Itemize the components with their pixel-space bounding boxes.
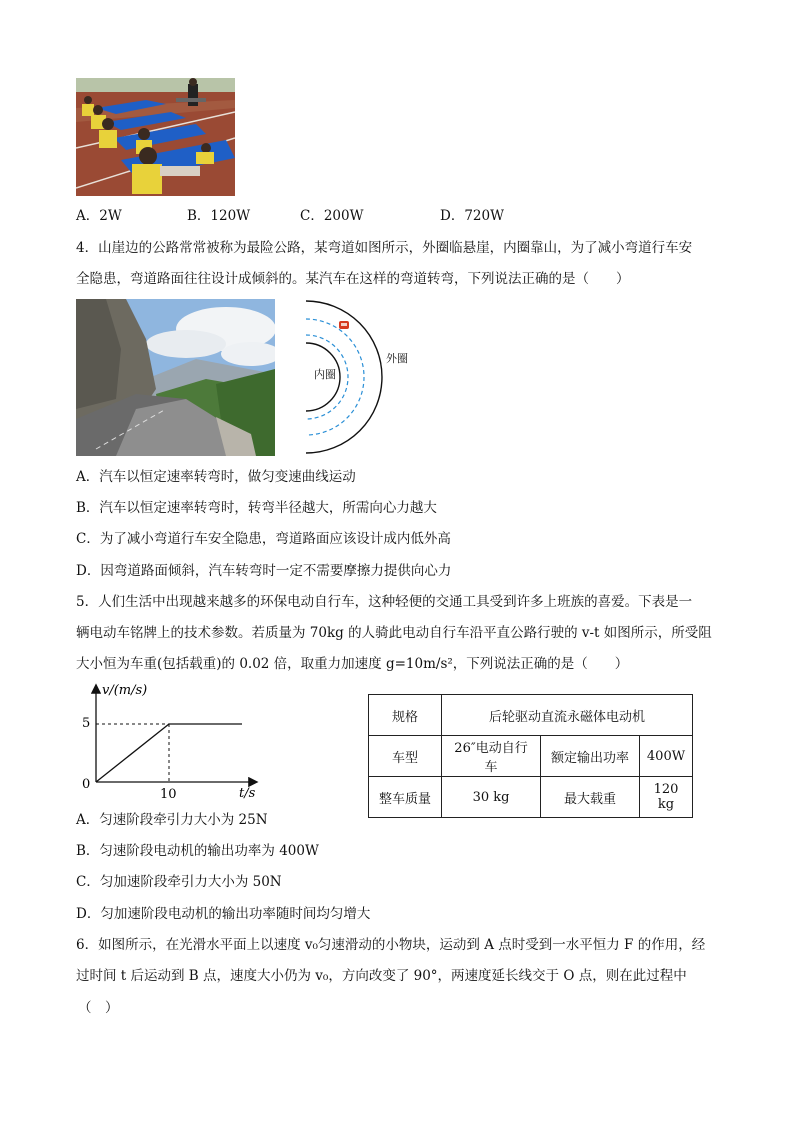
q4-option-b: B．汽车以恒定速率转弯时，转弯半径越大，所需向心力越大 xyxy=(76,500,437,516)
table-cell: 120 kg xyxy=(640,777,693,818)
q5-option-a: A．匀速阶段牵引力大小为 25N xyxy=(76,812,268,828)
x-axis-label: t/s xyxy=(239,786,256,801)
table-cell: 30 kg xyxy=(442,777,541,818)
q4-option-a: A．汽车以恒定速率转弯时，做匀变速曲线运动 xyxy=(76,469,356,485)
q4-option-d: D．因弯道路面倾斜，汽车转弯时一定不需要摩擦力提供向心力 xyxy=(76,563,452,579)
q5-stem-line3: 大小恒为车重(包括载重)的 0.02 倍，取重力加速度 g=10m/s²，下列说法正确的是（ ） xyxy=(76,656,629,672)
outer-circle-label: 外圈 xyxy=(386,352,408,365)
q5-option-d: D．匀加速阶段电动机的输出功率随时间均匀增大 xyxy=(76,906,371,922)
spec-table xyxy=(368,694,693,818)
car-icon xyxy=(339,321,349,329)
y-tick-label: 5 xyxy=(82,716,91,731)
vt-graph xyxy=(76,680,266,802)
q4-stem-line2: 全隐患，弯道路面往往设计成倾斜的。某汽车在这样的弯道转弯，下列说法正确的是（ ） xyxy=(76,271,630,287)
q5-stem-line1: 5．人们生活中出现越来越多的环保电动自行车，这种轻便的交通工具受到许多上班族的喜爱。下表是一 xyxy=(76,594,693,610)
q5-stem-line2: 辆电动车铭牌上的技术参数。若质量为 70kg 的人骑此电动自行车沿平直公路行驶的 v-t 如图所示，所受阻 xyxy=(76,625,712,641)
q4-option-c: C．为了减小弯道行车安全隐患，弯道路面应该设计成内低外高 xyxy=(76,531,451,547)
table-cell: 整车质量 xyxy=(369,777,442,818)
q5-option-b: B．匀速阶段电动机的输出功率为 400W xyxy=(76,843,319,859)
table-row xyxy=(369,736,693,777)
table-cell: 额定输出功率 xyxy=(541,736,640,777)
inner-circle-label: 内圈 xyxy=(314,368,336,381)
q3-option-b: B．120W xyxy=(187,208,251,224)
table-cell: 最大载重 xyxy=(541,777,640,818)
table-cell: 400W xyxy=(640,736,693,777)
table-row xyxy=(369,695,693,736)
y-axis-label: v/(m/s) xyxy=(102,683,148,698)
q6-stem-line1: 6．如图所示，在光滑水平面上以速度 v₀匀速滑动的小物块，运动到 A 点时受到一水平恒力 F 的作用，经 xyxy=(76,937,706,953)
table-cell: 26″电动自行车 xyxy=(442,736,541,777)
origin-label: 0 xyxy=(82,777,91,792)
x-tick-label: 10 xyxy=(160,787,177,802)
q4-stem-line1: 4．山崖边的公路常常被称为最险公路，某弯道如图所示，外圈临悬崖，内圈靠山，为了减小弯道行车安 xyxy=(76,240,693,256)
q3-option-d: D．720W xyxy=(440,208,504,224)
q5-option-c: C．匀加速阶段牵引力大小为 50N xyxy=(76,874,282,890)
situp-photo xyxy=(76,78,235,196)
table-cell: 车型 xyxy=(369,736,442,777)
q3-option-c: C．200W xyxy=(300,208,364,224)
cliff-road-photo xyxy=(76,299,275,456)
q6-stem-line3: （ ） xyxy=(78,1000,119,1016)
table-cell: 后轮驱动直流永磁体电动机 xyxy=(442,695,693,736)
q6-stem-line2: 过时间 t 后运动到 B 点，速度大小仍为 v₀，方向改变了 90°，两速度延长线交于 O 点，则在此过程中 xyxy=(76,968,687,984)
table-cell: 规格 xyxy=(369,695,442,736)
vt-line-segment xyxy=(96,724,169,782)
table-row xyxy=(369,777,693,818)
q3-option-a: A．2W xyxy=(76,208,122,224)
